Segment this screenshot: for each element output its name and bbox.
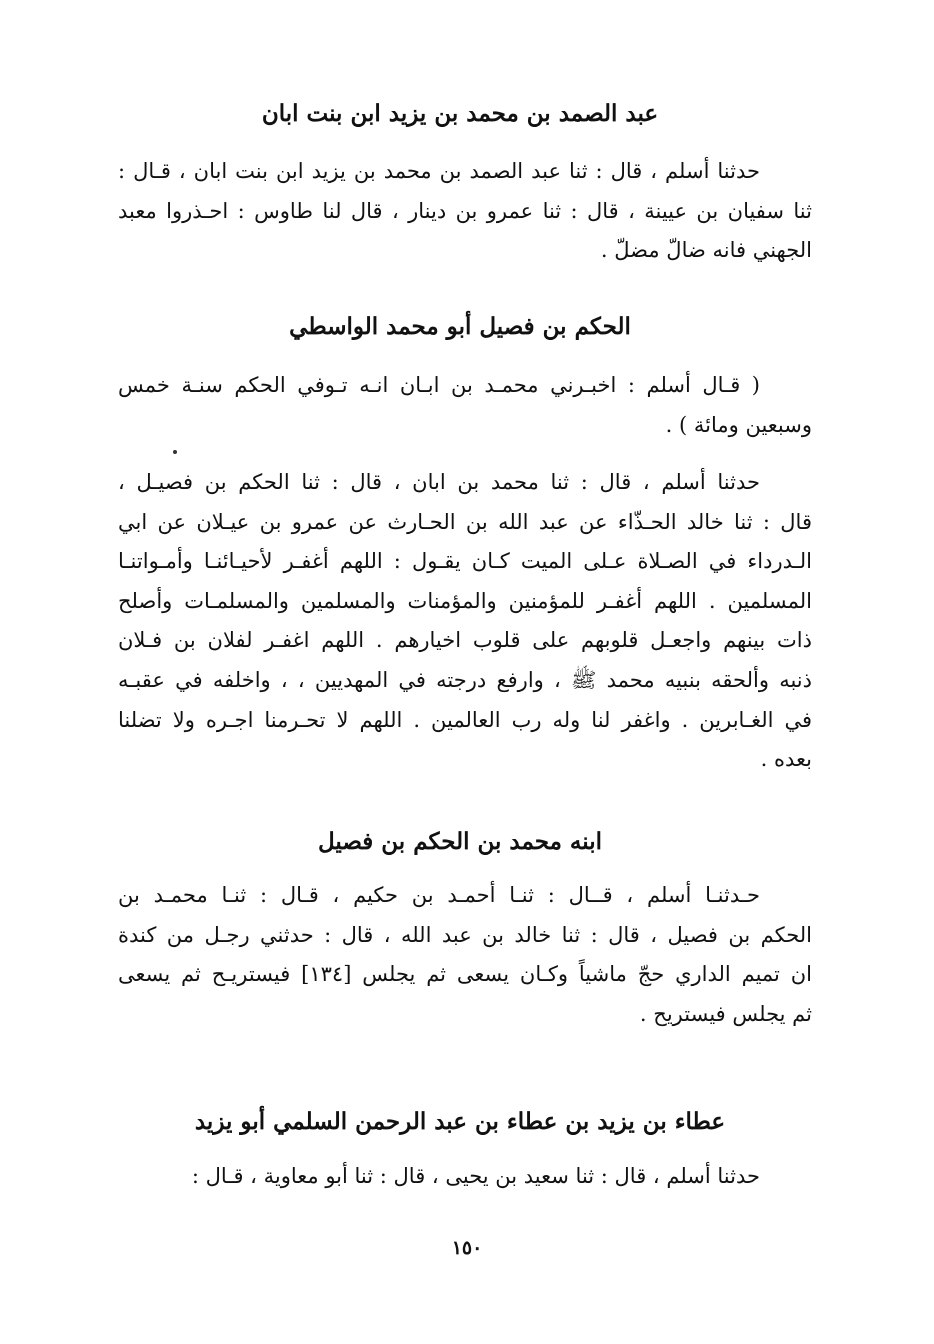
text-line: ( قـال أسلم : اخبـرني محمـد بن ابـان انـه تـوفي الحكم سنـة خمس [118, 373, 760, 397]
text-line: في الغـابرين . واغفر لنا وله رب العالمين . اللهم لا تحـرمنا اجـره ولا تضلنا [118, 707, 812, 732]
scan-speck [173, 450, 177, 454]
text-line: المسلمين . اللهم أغفـر للمؤمنين والمؤمنات والمسلمين والمسلمـات وأصلح [118, 588, 812, 613]
text-line: الـدرداء في الصـلاة عـلى الميت كـان يقـول : اللهم أغفـر لأحيـائنـا وأمـواتنـا [118, 549, 812, 574]
text-line: الحكم بن فصيل ، قال : ثنا خالد بن عبد الله ، قال : حدثني رجـل من كندة [118, 922, 812, 947]
text-line: حدثنا أسلم ، قال : ثنا سعيد بن يحيى ، قال : ثنا أبو معاوية ، قـال : [191, 1164, 760, 1188]
section-heading: عطاء بن يزيد بن عطاء بن عبد الرحمن السلمي أبو يزيد [194, 1108, 726, 1135]
text-line: ثنا سفيان بن عيينة ، قال : ثنا عمرو بن دينار ، قال لنا طاوس : احـذروا معبد [118, 198, 812, 223]
section-heading: عبد الصمد بن محمد بن يزيد ابن بنت ابان [261, 100, 659, 127]
text-line: بعده . [760, 747, 812, 772]
paragraph [118, 876, 812, 1034]
paragraph [118, 1157, 812, 1197]
paragraph [118, 366, 812, 445]
text-line: ان تميم الداري حجّ ماشياً وكـان يسعى ثم يجلس [١٣٤] فيستريـح ثم يسعى [118, 962, 813, 987]
section-heading: ابنه محمد بن الحكم بن فصيل [317, 828, 602, 855]
text-line: ثم يجلس فيستريح . [639, 1001, 812, 1026]
section-heading: الحكم بن فصيل أبو محمد الواسطي [289, 313, 631, 340]
text-line: قال : ثنا خالد الحـذّاء عن عبد الله بن الحـارث عن عمرو بن عيـلان عن ابي [118, 509, 812, 534]
text-line: ذنبه وألحقه بنبيه محمد ﷺ ، وارفع درجته في المهديين ، ، واخلفه في عقبـه [118, 667, 812, 692]
page-number: ١٥٠ [451, 1237, 483, 1259]
text-line: ذات بينهم واجعـل قلوبهم على قلوب اخيارهم . اللهم اغفـر لفلان بن فـلان [118, 628, 812, 653]
text-line: حـدثنـا أسلم ، قــال : ثنـا أحمـد بن حكيم ، قـال : ثنـا محمـد بن [118, 883, 760, 907]
text-line: حدثنا أسلم ، قال : ثنا عبد الصمد بن محمد بن يزيد ابن بنت ابان ، قـال : [118, 159, 760, 183]
text-line: حدثنا أسلم ، قال : ثنا محمد بن ابان ، قال : ثنا الحكم بن فصيـل ، [118, 470, 760, 494]
paragraph [118, 152, 812, 271]
paragraph [118, 463, 812, 780]
text-line: الجهني فانه ضالّ مضلّ . [600, 238, 812, 263]
text-line: وسبعين ومائة ) . [665, 412, 812, 437]
